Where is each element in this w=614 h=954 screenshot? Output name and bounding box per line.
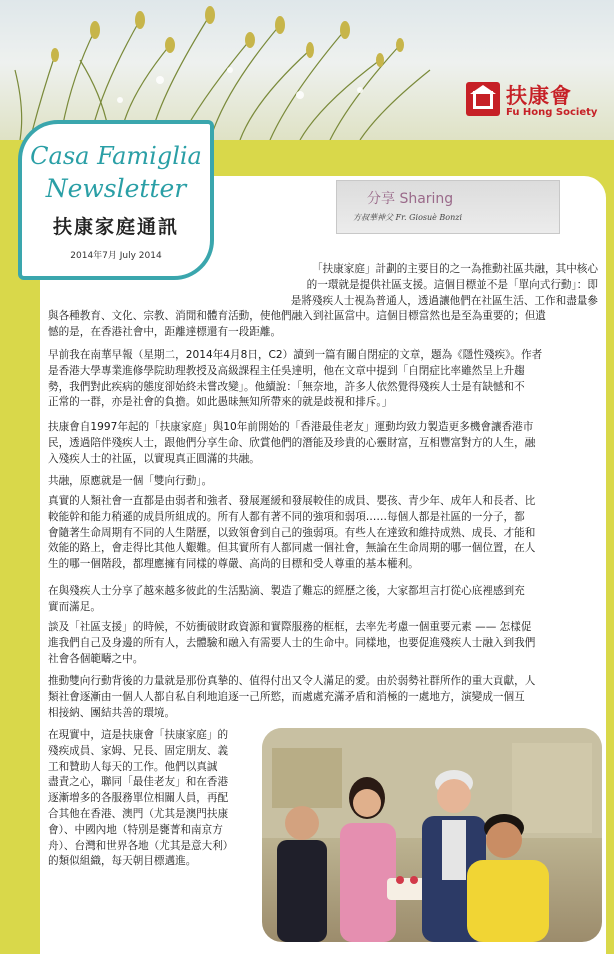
group-photo-illustration <box>262 728 602 942</box>
paragraph-7 <box>48 620 598 667</box>
text-line: 逐漸增多的各服務單位相關人員，再配 <box>48 792 229 805</box>
text-line: 在現實中，這是扶康會「扶康家庭」的 <box>48 729 229 741</box>
section-author: 方叔華神父 Fr. Giosuè Bonzi <box>353 213 463 222</box>
text-line: 生的哪一個階段，都理應擁有同樣的尊嚴、高尚的目標和受人尊重的基本權利。 <box>48 558 419 571</box>
text-line: 工和贊助人每天的工作。他們以真誠 <box>48 760 218 773</box>
group-photo <box>262 728 602 942</box>
text-line: 入殘疾人士的社區，以實現真正圓滿的共融。 <box>48 452 260 465</box>
paragraph-3 <box>48 420 598 467</box>
paragraph-5 <box>48 494 598 573</box>
text-line: 共融，原應就是一個「雙向行動」。 <box>48 475 213 487</box>
newsletter-title-line1: Casa Famiglia <box>30 142 202 170</box>
text-line: 較能幹和能力稍遜的成員所組成的。所有人都有著不同的強項和弱項……每個人都是社區的一分子，都 <box>48 510 525 523</box>
text-line: 社會各個範疇之中。 <box>48 652 144 665</box>
text-line: 類社會逐漸由一個人人都自私自利地追逐一己所慾，而處處充滿矛盾和消極的一處地方，演變成一個互 <box>48 690 525 703</box>
text-line: 相接納、團結共善的環境。 <box>48 706 176 719</box>
text-line: 是香港大學專業進修學院助理教授及高級課程主任吳達明，他在文章中提到「自閉症比率雖然呈上升趨 <box>48 364 525 377</box>
text-line: 殘疾成員、家姆、兄長、固定朋友、義 <box>48 744 229 757</box>
section-title: 分享 Sharing <box>367 191 454 207</box>
text-line: 早前我在南華早報（星期二，2014年4月8日，C2）讀到一篇有關自閉症的文章，題為《隱性殘疾》。作者 <box>48 349 543 361</box>
text-line: 談及「社區支援」的時候，不妨衝破財政資源和實際服務的框框，去率先考慮一個重要元素 —— 怎樣促 <box>48 621 532 633</box>
paragraph-8 <box>48 674 598 721</box>
logo-name-en: Fu Hong Society <box>506 107 598 118</box>
text-line: 與各種教育、文化、宗教、消閒和體育活動，使他們融入到社區當中。這個目標當然也是至為重要的；但遺 <box>48 310 546 323</box>
text-line: 正常的一群，亦是社會的負擔。如此愚昧無知所帶來的就是歧視和排斥。」 <box>48 396 393 409</box>
text-line: 在與殘疾人士分享了越來越多彼此的生活點滴、製造了難忘的經歷之後，大家都坦言打從心底裡感到充 <box>48 585 525 597</box>
newsletter-title-line2: Newsletter <box>45 174 187 203</box>
text-line: 的類似組織，每天朝目標邁進。 <box>48 855 197 868</box>
text-line: 盡責之心，聯同「最佳老友」和在香港 <box>48 776 229 789</box>
newsletter-title-zh: 扶康家庭通訊 <box>52 216 179 238</box>
text-line: 實而滿足。 <box>48 600 101 613</box>
newsletter-date: 2014年7月 July 2014 <box>70 251 162 261</box>
text-line: 的一環就是提供社區支援。這個目標並不是「單向式行動」：即 <box>306 278 598 291</box>
section-header <box>336 180 560 234</box>
text-line: 「扶康家庭」計劃的主要目的之一為推動社區共融，其中核心 <box>311 263 598 275</box>
text-line: 民，透過陪伴殘疾人士，跟他們分享生命、欣賞他們的潛能及珍貴的心靈財富，互相豐富對方的人生，融 <box>48 436 536 449</box>
paragraph-2 <box>48 348 598 411</box>
paragraph-1 <box>48 262 598 341</box>
fu-hong-society-logo <box>466 80 614 124</box>
text-line: 勢，我們對此疾病的態度卻始終未嘗改變」。他續說：「無奈地，許多人依然覺得殘疾人士是有缺憾和不 <box>48 380 525 393</box>
text-line: 會隨著生命周期有不同的人生階歷，以致領會到自己的強弱項。有些人在達致和維持成熟、成長、才能和 <box>48 526 536 539</box>
text-line: 進我們自己及身邊的所有人，去體驗和融入有需要人士的生命中。同樣地，也要促進殘疾人士融入到我們 <box>48 636 536 649</box>
paragraph-4 <box>48 474 598 490</box>
text-line: 憾的是，在香港社會中，距離達標還有一段距離。 <box>48 326 282 339</box>
paragraph-9 <box>48 728 260 870</box>
text-line: 合其他在香港、澳門（尤其是澳門扶康 <box>48 807 229 820</box>
paragraph-6 <box>48 584 598 616</box>
text-line: 效能的路上，會走得比其他人艱難。但其實所有人都同處一個社會，無論在生命周期的哪一個位置，在人 <box>48 542 536 555</box>
house-wheelchair-icon <box>466 82 500 116</box>
text-line: 舟）、台灣和世界各地（尤其是意大利） <box>48 839 234 852</box>
text-line: 是將殘疾人士視為普通人，透過讓他們在社區生活、工作和盡量參 <box>290 294 598 307</box>
newsletter-badge <box>18 120 214 280</box>
text-line: 扶康會自1997年起的「扶康家庭」與10年前開始的「香港最佳老友」運動均致力製造更多機會讓香港市 <box>48 421 534 433</box>
text-line: 推動雙向行動背後的力量就是那份真摯的、值得付出又令人滿足的愛。由於弱勢社群所作的重大貢獻，人 <box>48 675 536 687</box>
text-line: 會）、中國內地（特別是甕菁和南京方 <box>48 823 223 836</box>
logo-name-zh: 扶康會 <box>506 83 572 108</box>
text-line: 真實的人類社會一直都是由弱者和強者、發展遲緩和發展較佳的成員、嬰孩、青少年、成年人和長者、比 <box>48 495 536 507</box>
